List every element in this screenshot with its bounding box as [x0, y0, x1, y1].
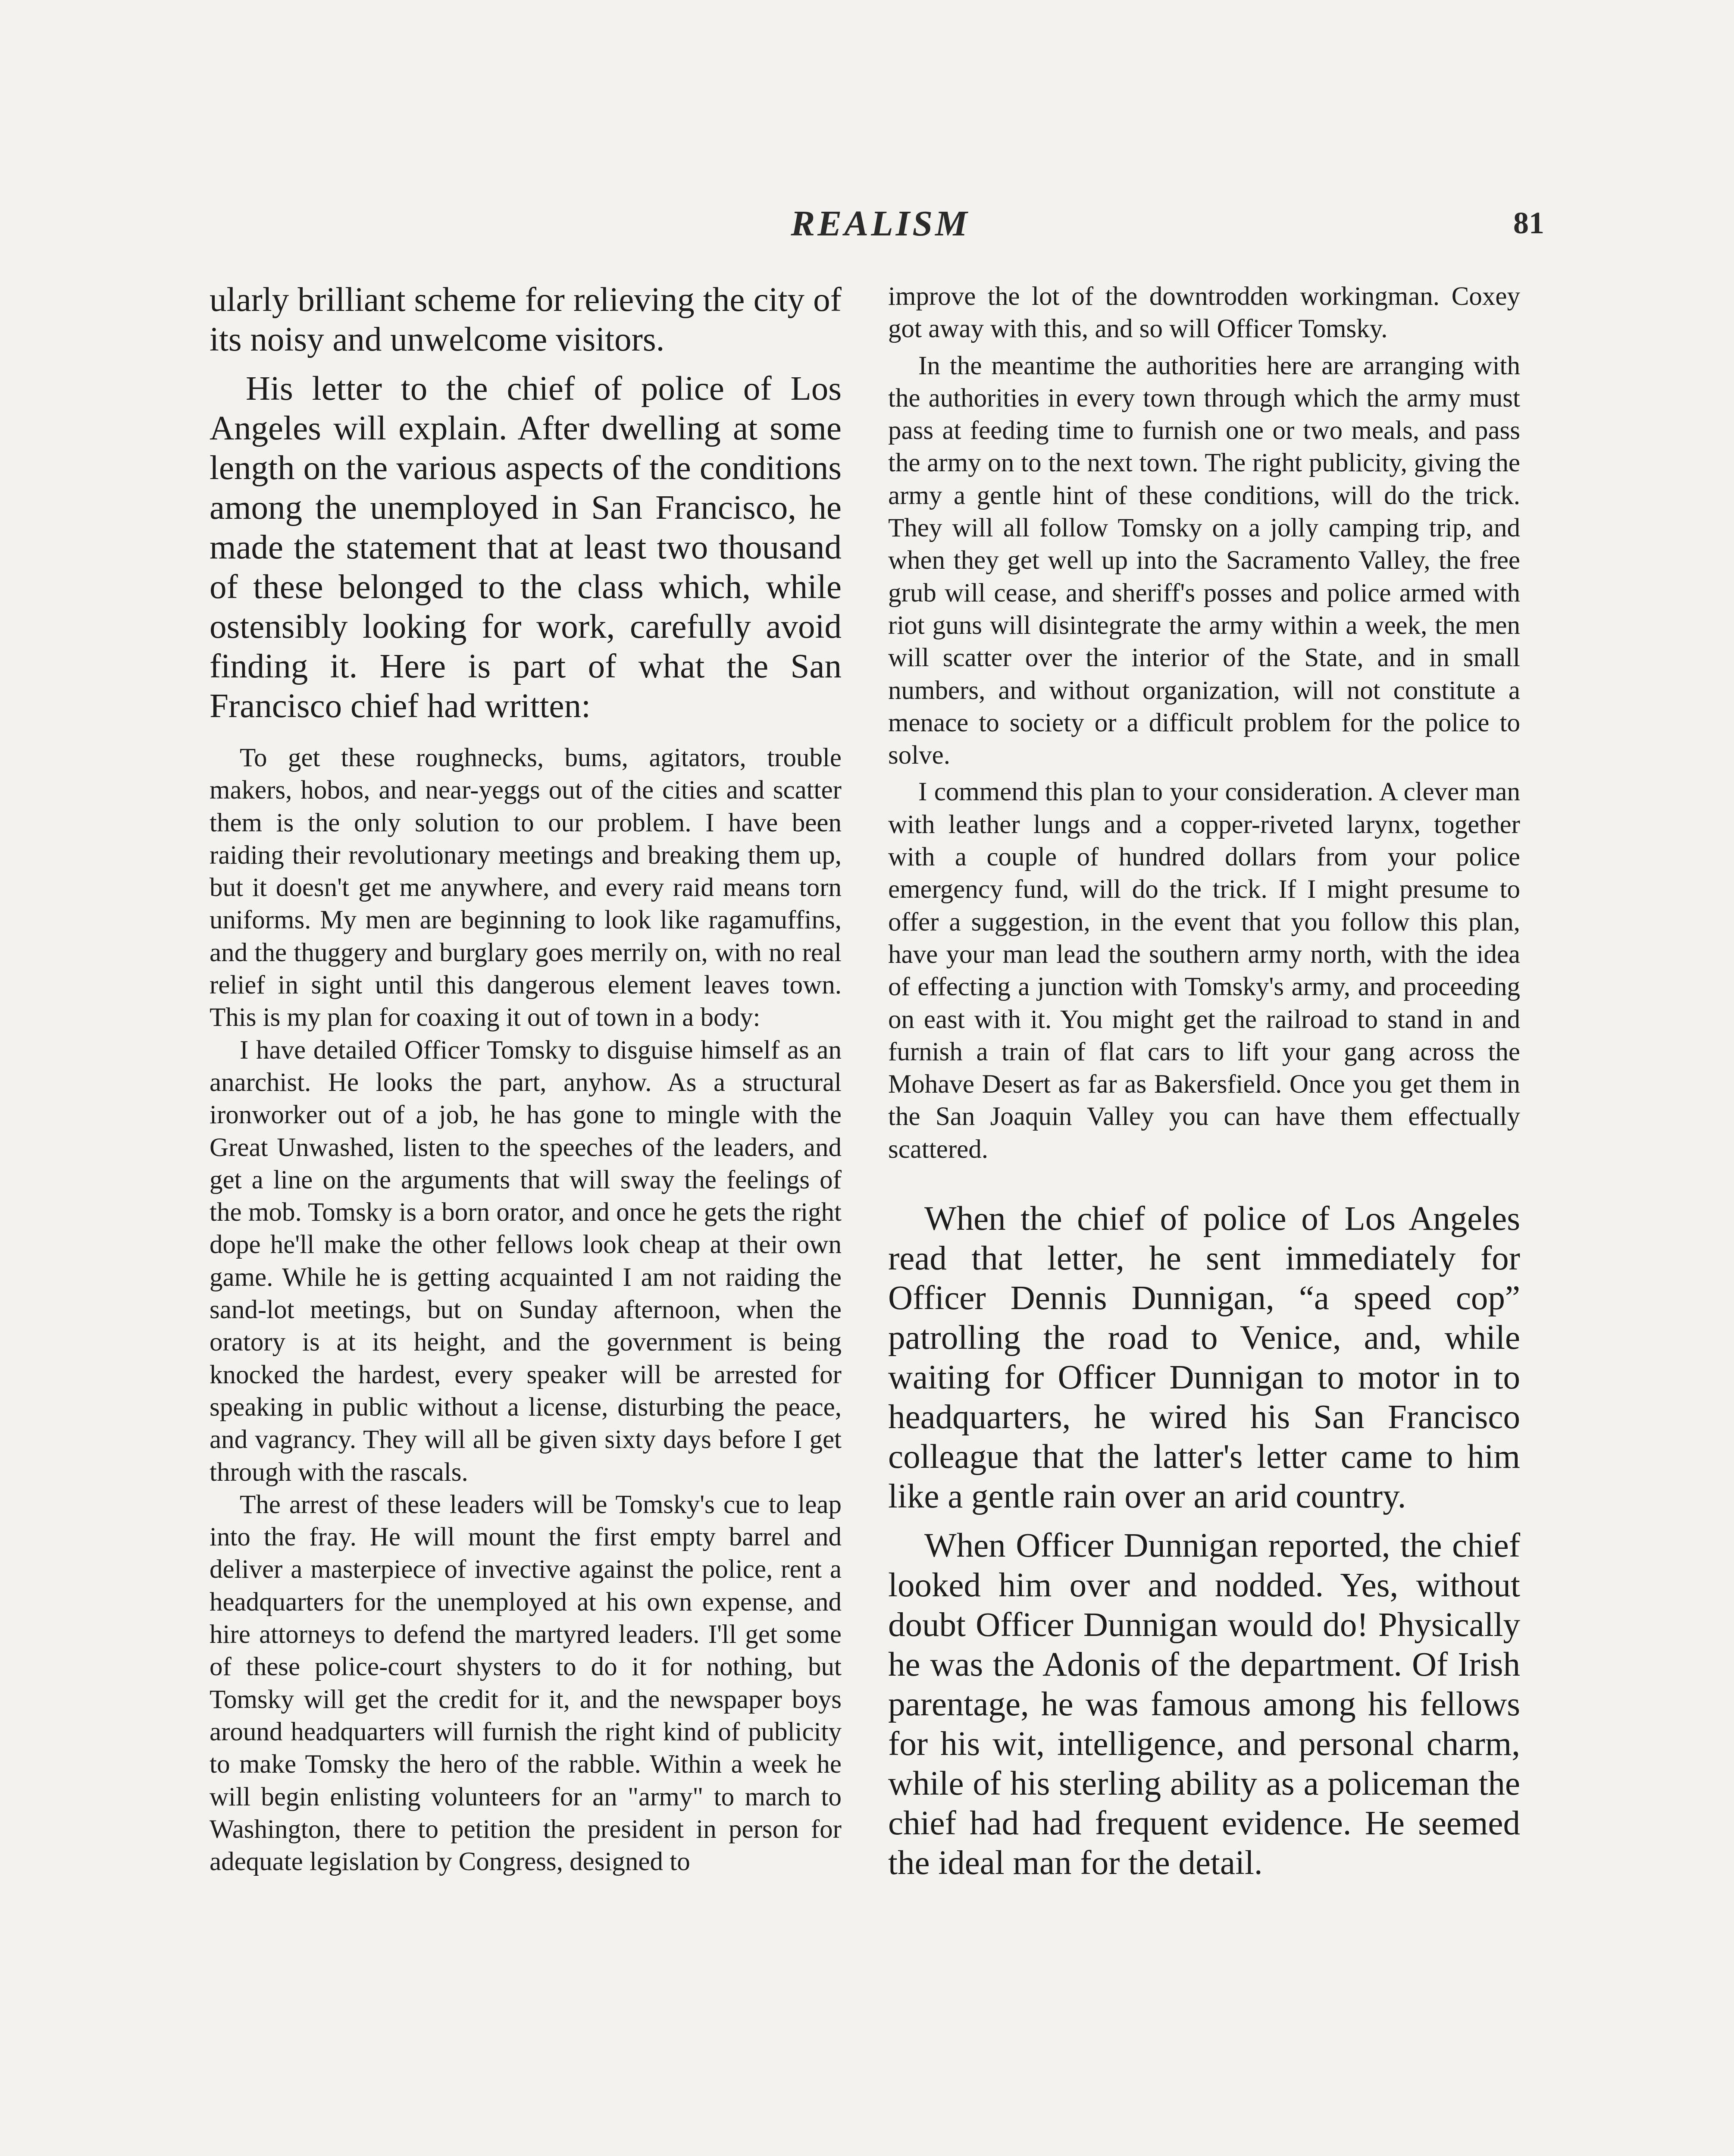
quoted-letter-paragraph: improve the lot of the downtrodden workingman. Coxey got away with this, and so will Officer Tomsky. [888, 282, 1520, 344]
right-column [888, 280, 1520, 1883]
body-paragraph: When Officer Dunnigan reported, the chief looked him over and nodded. Yes, without doubt Officer Dunnigan would do! Physically he was the Adonis of the department. Of Irish parentage, he was famous among his fellows for his wit, intelligence, and personal charm, while of his sterling ability as a policeman the chief had had frequent evidence. He seemed the ideal man for the detail. [888, 1527, 1520, 1882]
left-column [210, 280, 842, 1878]
quoted-letter-paragraph: The arrest of these leaders will be Tomsky's cue to leap into the fray. He will mount the first empty barrel and deliver a masterpiece of invective against the police, rent a headquarters for the unemployed at his own expense, and hire attorneys to defend the martyred leaders. I'll get some of these police-court shysters to do it for nothing, but Tomsky will get the credit for it, and the newspaper boys around headquarters will furnish the right kind of publicity to make Tomsky the hero of the rabble. Within a week he will begin enlisting volunteers for an "army" to march to Washington, there to petition the president in person for adequate legislation by Congress, designed to [210, 1490, 842, 1877]
running-title: REALISM [791, 204, 970, 244]
body-paragraph: ularly brilliant scheme for relieving the city of its noisy and unwelcome visitors. [210, 281, 842, 358]
page-header [212, 203, 1549, 254]
page-number: 81 [1513, 206, 1544, 240]
quoted-letter-paragraph: In the meantime the authorities here are arranging with the authorities in every town through which the army must pass at feeding time to furnish one or two meals, and pass the army on to the next town. The right publicity, giving the army a gentle hint of these conditions, will do the trick. They will all follow Tomsky on a jolly camping trip, and when they get well up into the Sacramento Valley, the free grub will cease, and sheriff's posses and police armed with riot guns will disintegrate the army within a week, the men will scatter over the interior of the State, and in small numbers, and without organization, will not constitute a menace to society or a difficult problem for the police to solve. [888, 351, 1520, 770]
body-paragraph: His letter to the chief of police of Los Angeles will explain. After dwelling at some length on the various aspects of the conditions among the unemployed in San Francisco, he made the statement that at least two thousand of these belonged to the class which, while ostensibly looking for work, carefully avoid finding it. Here is part of what the San Francisco chief had written: [210, 370, 842, 725]
quoted-letter-paragraph: I have detailed Officer Tomsky to disguise himself as an anarchist. He looks the part, anyhow. As a structural ironworker out of a job, he has gone to mingle with the Great Unwashed, listen to the speeches of the leaders, and get a line on the arguments that will sway the feelings of the mob. Tomsky is a born orator, and once he gets the right dope he'll make the other fellows look cheap at their own game. While he is getting acquainted I am not raiding the sand-lot meetings, but on Sunday afternoon, when the oratory is at its height, and the government is being knocked the hardest, every speaker will be arrested for speaking in public without a license, disturbing the peace, and vagrancy. They will all be given sixty days before I get through with the rascals. [210, 1035, 842, 1487]
quoted-letter-paragraph: To get these roughnecks, bums, agitators, trouble makers, hobos, and near-yeggs out of the cities and scatter them is the only solution to our problem. I have been raiding their revolutionary meetings and breaking them up, but it doesn't get me anywhere, and every raid means torn uniforms. My men are beginning to look like ragamuffins, and the thuggery and burglary goes merrily on, with no real relief in sight until this dangerous element leaves town. This is my plan for coaxing it out of town in a body: [210, 743, 842, 1032]
body-paragraph: When the chief of police of Los Angeles read that letter, he sent immediately for Officer Dennis Dunnigan, “a speed cop” patrolling the road to Venice, and, while waiting for Officer Dunnigan to motor in to headquarters, he wired his San Francisco colleague that the latter's letter came to him like a gentle rain over an arid country. [888, 1200, 1520, 1516]
quoted-letter-paragraph: I commend this plan to your consideration. A clever man with leather lungs and a copper-riveted larynx, together with a couple of hundred dollars from your police emergency fund, will do the trick. If I might presume to offer a suggestion, in the event that you follow this plan, have your man lead the southern army north, with the idea of effecting a junction with Tomsky's army, and proceeding on east with it. You might get the railroad to stand in and furnish a train of flat cars to lift your gang across the Mohave Desert as far as Bakersfield. Once you get them in the San Joaquin Valley you can have them effectually scattered. [888, 777, 1520, 1164]
